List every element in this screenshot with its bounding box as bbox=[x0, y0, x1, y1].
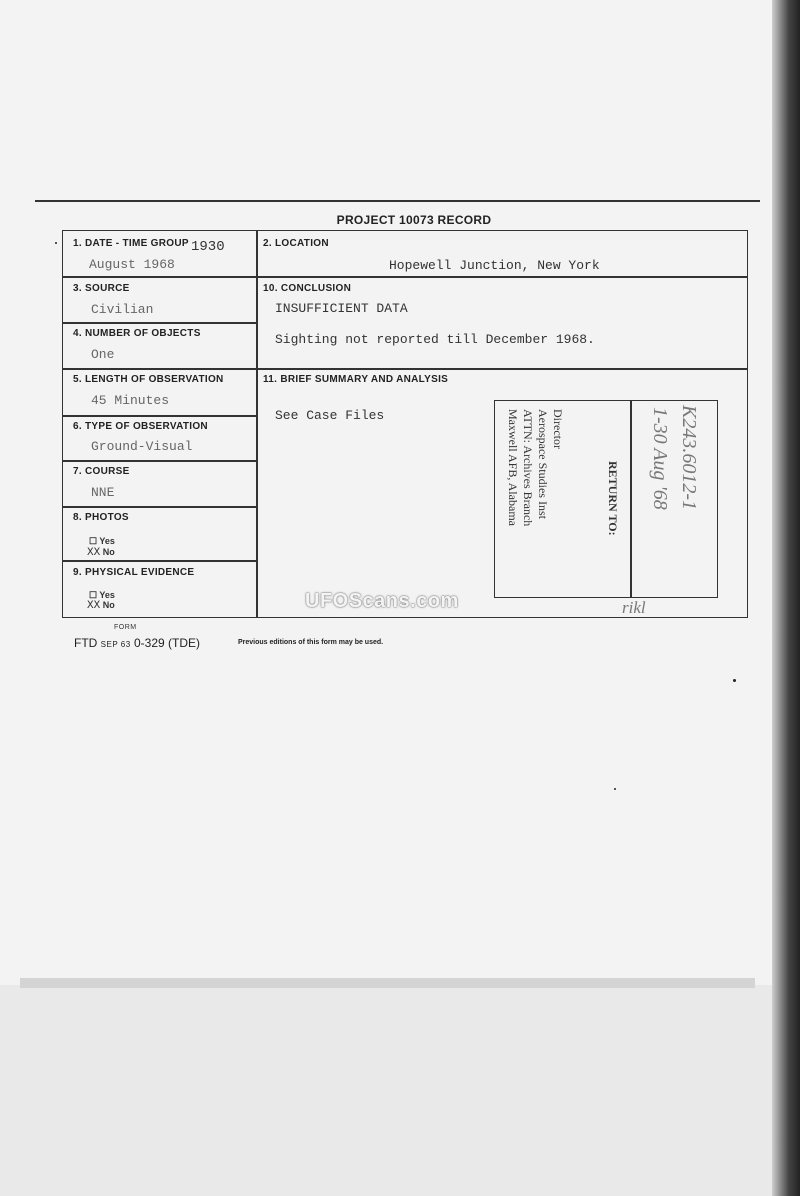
photos-yes-option: ☐ Yes bbox=[89, 536, 115, 546]
date-value: August 1968 bbox=[89, 257, 175, 272]
footer-form-number: FTD SEP 63 0-329 (TDE) bbox=[74, 636, 201, 650]
source-value: Civilian bbox=[91, 302, 154, 317]
stamp-line-1: Director bbox=[551, 409, 565, 449]
row-divider-left-3 bbox=[63, 368, 257, 370]
row-divider-right-2 bbox=[256, 368, 748, 370]
row-divider-left-4 bbox=[63, 415, 257, 417]
evidence-label: 9. PHYSICAL EVIDENCE bbox=[73, 567, 195, 578]
row-divider-left-6 bbox=[63, 506, 257, 508]
objects-value: One bbox=[91, 347, 115, 362]
photos-no-option: XX No bbox=[87, 547, 115, 559]
source-label: 3. SOURCE bbox=[73, 283, 130, 294]
footer-form-word: FORM bbox=[114, 624, 137, 631]
form-title: PROJECT 10073 RECORD bbox=[336, 213, 492, 227]
summary-label: 11. BRIEF SUMMARY AND ANALYSIS bbox=[263, 374, 449, 385]
length-label: 5. LENGTH OF OBSERVATION bbox=[73, 374, 224, 385]
scan-speck bbox=[55, 242, 57, 244]
handwritten-dates: 1-30 Aug '68 bbox=[649, 407, 671, 510]
page-lower-area bbox=[0, 985, 785, 1196]
stamp-line-4: Maxwell AFB, Alabama bbox=[506, 409, 520, 526]
return-stamp bbox=[494, 400, 718, 598]
row-divider-left-5 bbox=[63, 460, 257, 462]
length-value: 45 Minutes bbox=[91, 393, 170, 408]
watermark: UFOScans.com bbox=[305, 590, 459, 612]
conclusion-value: INSUFFICIENT DATA bbox=[275, 301, 408, 316]
course-label: 7. COURSE bbox=[73, 466, 130, 477]
date-label: 1. DATE - TIME GROUP bbox=[73, 238, 189, 249]
checkbox-icon: ☐ bbox=[89, 590, 98, 600]
summary-value: See Case Files bbox=[275, 408, 385, 423]
stamp-line-3: ATTN: Archives Branch bbox=[521, 409, 535, 527]
conclusion-note: Sighting not reported till December 1968. bbox=[275, 332, 595, 347]
stamp-line-2: Aerospace Studies Inst bbox=[536, 409, 550, 519]
evidence-no-option: XX No bbox=[87, 600, 115, 612]
scan-band bbox=[20, 978, 755, 988]
photos-no-mark: XX bbox=[87, 547, 101, 559]
evidence-no-mark: XX bbox=[87, 600, 101, 612]
scan-edge bbox=[772, 0, 800, 1196]
footer-previous-editions: Previous editions of this form may be used. bbox=[238, 639, 384, 646]
row-divider-left-2 bbox=[63, 322, 257, 324]
type-label: 6. TYPE OF OBSERVATION bbox=[73, 421, 208, 432]
course-value: NNE bbox=[91, 485, 115, 500]
objects-label: 4. NUMBER OF OBJECTS bbox=[73, 328, 201, 339]
checkbox-icon: ☐ bbox=[89, 536, 98, 546]
top-rule bbox=[35, 200, 760, 202]
evidence-yes-option: ☐ Yes bbox=[89, 590, 115, 600]
handwritten-reference: K243.6012-1 bbox=[678, 405, 700, 510]
type-value: Ground-Visual bbox=[91, 439, 193, 454]
stamp-return-to: RETURN TO: bbox=[606, 461, 620, 536]
row-divider-right-1 bbox=[256, 276, 748, 278]
handwritten-initials: rikl bbox=[622, 598, 646, 617]
photos-label: 8. PHOTOS bbox=[73, 512, 129, 523]
stamp-divider bbox=[630, 401, 632, 597]
conclusion-label: 10. CONCLUSION bbox=[263, 283, 352, 294]
location-value: Hopewell Junction, New York bbox=[389, 258, 600, 273]
scan-speck bbox=[614, 788, 616, 790]
row-divider-left-1 bbox=[63, 276, 257, 278]
row-divider-left-7 bbox=[63, 560, 257, 562]
scan-speck bbox=[733, 679, 736, 682]
date-time-value: 1930 bbox=[191, 239, 225, 255]
location-label: 2. LOCATION bbox=[263, 238, 329, 249]
